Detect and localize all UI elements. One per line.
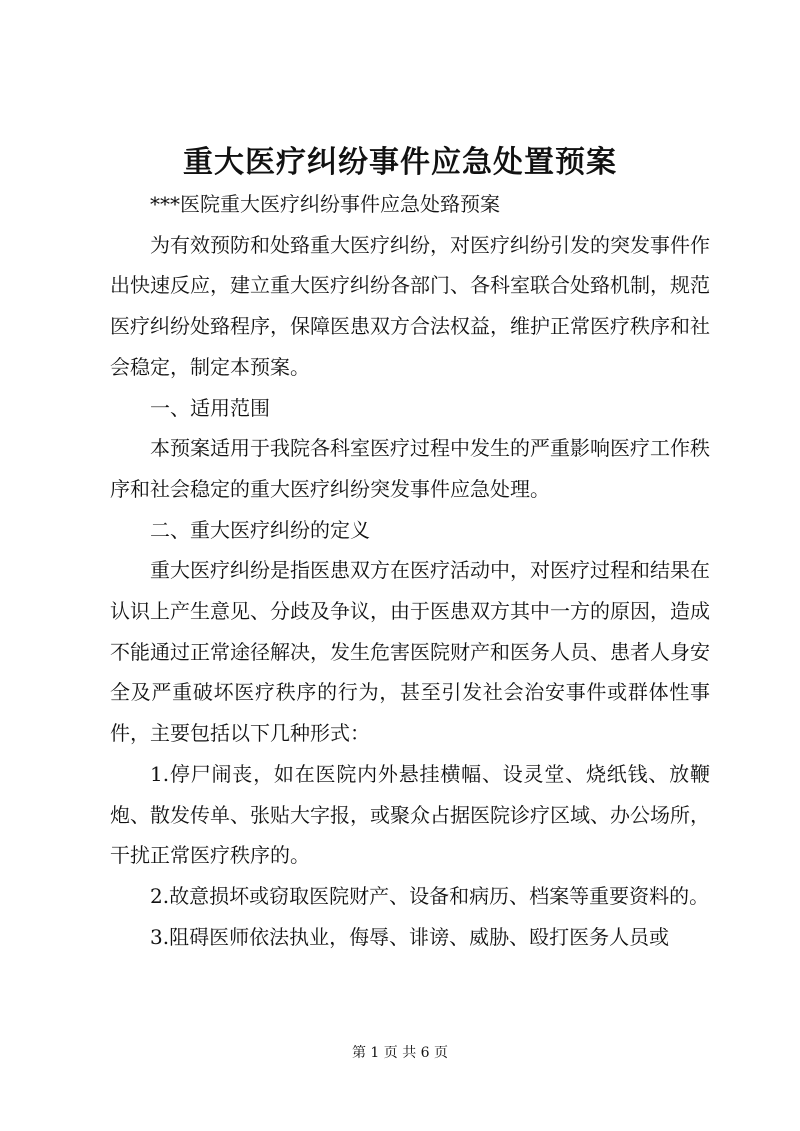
intro-heading: ***医院重大医疗纠纷事件应急处臵预案 — [150, 192, 500, 216]
purpose-paragraph: 为有效预防和处臵重大医疗纠纷，对医疗纠纷引发的突发事件作出快速反应，建立重大医疗纠纷各部门、各科室联合处臵机制，规范医疗纠纷处臵程序，保障医患双方合法权益，维护正常医疗秩序和社会稳定，制定本预案。 — [110, 232, 710, 379]
list-item-2: 2.故意损坏或窃取医院财产、设备和病历、档案等重要资料的。 — [150, 883, 710, 908]
list-item-1: 1.停尸闹丧，如在医院内外悬挂横幅、设灵堂、烧纸钱、放鞭炮、散发传单、张贴大字报，或聚众占据医院诊疗区域、办公场所，干扰正常医疗秩序的。 — [110, 761, 710, 868]
list-item-3: 3.阻碍医师依法执业，侮辱、诽谤、威胁、殴打医务人员或 — [150, 924, 670, 949]
scope-paragraph: 本预案适用于我院各科室医疗过程中发生的严重影响医疗工作秩序和社会稳定的重大医疗纠纷突发事件应急处理。 — [110, 436, 710, 501]
page-footer: 第 1 页 共 6 页 — [351, 1045, 449, 1061]
document-body — [110, 184, 710, 957]
document-title: 重大医疗纠纷事件应急处置预案 — [183, 145, 617, 180]
definition-paragraph: 重大医疗纠纷是指医患双方在医疗活动中，对医疗过程和结果在认识上产生意见、分歧及争议，由于医患双方其中一方的原因，造成不能通过正常途径解决，发生危害医院财产和医务人员、患者人身安全及严重破坏医疗秩序的行为，甚至引发社会治安事件或群体性事件，主要包括以下几种形式： — [110, 558, 710, 746]
section-heading-scope: 一、适用范围 — [150, 395, 270, 420]
section-heading-definition: 二、重大医疗纠纷的定义 — [150, 517, 370, 542]
